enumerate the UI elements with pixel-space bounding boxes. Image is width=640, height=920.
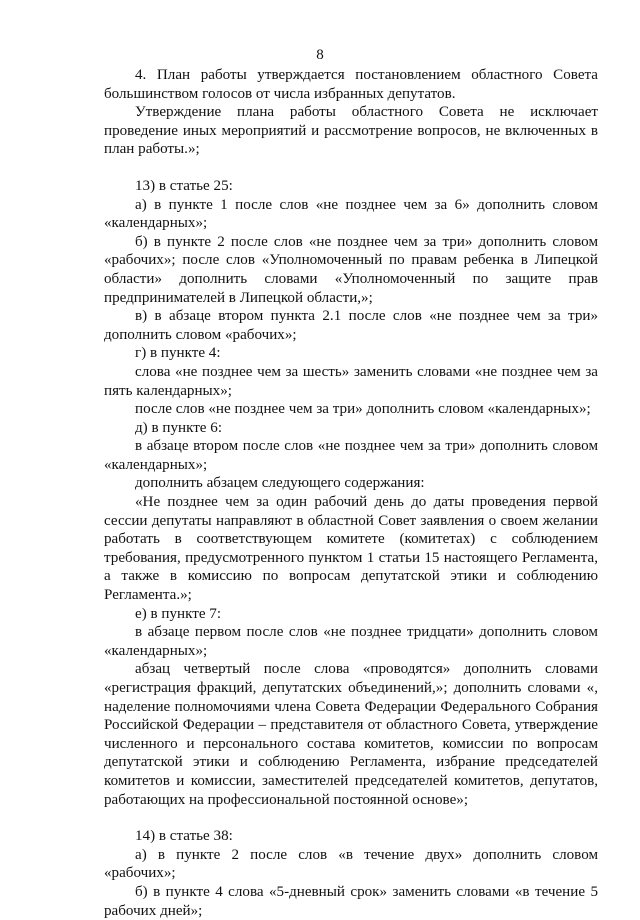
item-13-d-1: в абзаце втором после слов «не позднее чем за три» дополнить словом «календарных»; xyxy=(104,438,598,473)
spacer xyxy=(104,159,598,177)
paragraph-plan-approval: 4. План работы утверждается постановлением областного Совета большинством голосов от числа избранных депутатов. xyxy=(104,67,598,102)
page-number: 8 xyxy=(316,47,324,63)
item-13-e-2: абзац четвертый после слова «проводятся» дополнить словами «регистрация фракций, депутатских объединений,»; дополнить словами «, наделение полномочиями члена Совета Федерации Федерального Собрания Российской Федерации – представителя от областного Совета, утверждение численного и персонального состава комитетов, комиссии по вопросам депутатской этики и соблюдению Регламента, избрание председателей комитетов и комиссии, заместителей председателей комитетов, депутатов, работающих на профессиональной постоянной основе»; xyxy=(104,661,598,808)
item-13-d-heading: д) в пункте 6: xyxy=(135,419,223,436)
item-13-a: а) в пункте 1 после слов «не позднее чем за 6» дополнить словом «календарных»; xyxy=(104,196,598,232)
item-13-e-heading: е) в пункте 7: xyxy=(135,605,222,622)
item-13-e-1: в абзаце первом после слов «не позднее тридцати» дополнить словом «календарных»; xyxy=(104,624,598,659)
item-13-g-heading: г) в пункте 4: xyxy=(135,345,221,362)
item-13-b: б) в пункте 2 после слов «не позднее чем за три» дополнить словом «рабочих»; после слов «Уполномоченный по правам ребенка в Липецкой области» дополнить словами «Уполномоченный по защите прав предпринимателей в Липецкой области,»; xyxy=(104,233,598,306)
item-14-a: а) в пункте 2 после слов «в течение двух» дополнить словом «рабочих»; xyxy=(104,846,598,882)
spacer xyxy=(104,809,598,827)
document-body xyxy=(104,66,598,920)
item-13-g-1: слова «не позднее чем за шесть» заменить словами «не позднее чем за пять календарных»; xyxy=(104,363,598,399)
item-14-heading: 14) в статье 38: xyxy=(135,828,233,845)
item-13-heading: 13) в статье 25: xyxy=(135,177,233,194)
item-13-v: в) в абзаце втором пункта 2.1 после слов «не позднее чем за три» дополнить словом «рабочих»; xyxy=(104,308,598,343)
item-13-g-2: после слов «не позднее чем за три» дополнить словом «календарных»; xyxy=(135,401,591,418)
paragraph-plan-exceptions: Утверждение плана работы областного Совета не исключает проведение иных мероприятий и рассмотрение вопросов, не включенных в план работы.»; xyxy=(104,104,598,158)
item-13-d-2: дополнить абзацем следующего содержания: xyxy=(135,475,425,492)
item-14-b: б) в пункте 4 слова «5-дневный срок» заменить словами «в течение 5 рабочих дней»; xyxy=(104,883,598,919)
item-13-d-quote: «Не позднее чем за один рабочий день до даты проведения первой сессии депутаты направляют в областной Совет заявления о своем желании работать в соответствующем комитете (комитетах) с соблюдением требования, предусмотренного пунктом 1 статьи 15 настоящего Регламента, а также в комиссию по вопросам депутатской этики и соблюдению Регламента.»; xyxy=(104,494,598,604)
